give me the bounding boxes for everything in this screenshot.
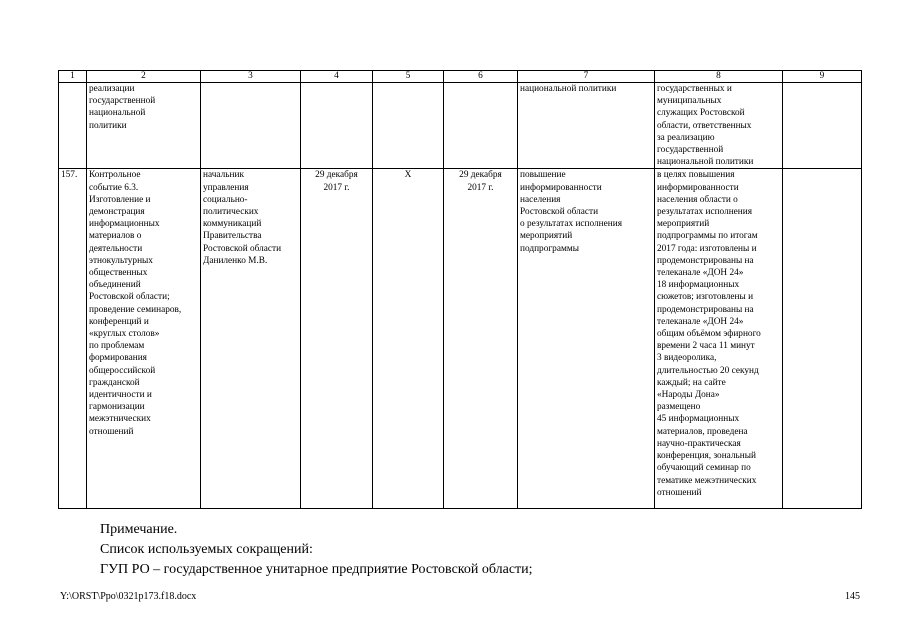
header-cell: 7: [518, 71, 655, 83]
cell-text-line: политических: [203, 207, 259, 218]
cell-text-line: материалов о: [89, 231, 142, 242]
event-cell: [87, 83, 201, 169]
planned-date-cell: [301, 83, 373, 169]
cell-text-line: телеканале «ДОН 24»: [657, 268, 744, 279]
cell-text-line: продемонстрированы на: [657, 304, 754, 315]
event-cell: [87, 169, 201, 509]
actual-date-cell: [444, 169, 518, 509]
cell-text-line: продемонстрированы на: [657, 255, 754, 266]
cell-text-line: размещено: [657, 402, 701, 413]
cell-text-line: 29 декабря: [315, 170, 358, 181]
cell-text-line: Даниленко М.В.: [203, 255, 268, 266]
cell-text-line: информационных: [89, 219, 160, 230]
cell-text-line: информированности: [657, 182, 739, 193]
cell-text-line: подпрограммы: [520, 243, 579, 254]
expected-result-cell: [518, 83, 655, 169]
cell-text-line: реализации: [89, 84, 135, 94]
data-table: [58, 70, 862, 509]
planned-date-cell: [301, 169, 373, 509]
cell-text-line: общероссийской: [89, 365, 156, 376]
cell-text-line: начальник: [203, 170, 244, 181]
cell-text-line: Изготовление и: [89, 194, 151, 205]
cell-text-line: времени 2 часа 11 минут: [657, 341, 755, 352]
cell-text-line: Ростовской области;: [89, 292, 170, 303]
file-path: Y:\ORST\Ppo\0321p173.f18.docx: [60, 591, 197, 602]
header-cell: 6: [444, 71, 518, 83]
cell-text-line: коммуникаций: [203, 219, 262, 230]
header-cell: 4: [301, 71, 373, 83]
cell-text-line: гражданской: [89, 377, 140, 388]
actual-result-cell: [655, 83, 783, 169]
cell-text-line: отношений: [89, 426, 134, 437]
cell-text-line: подпрограммы по итогам: [657, 231, 758, 242]
cell-text-line: 18 информационных: [657, 280, 740, 291]
cell-text-line: политики: [89, 120, 127, 131]
cell-text-line: сюжетов; изготовлены и: [657, 292, 754, 303]
column-9-cell: [783, 169, 862, 509]
cell-text-line: мероприятий: [657, 219, 710, 230]
cell-text-line: этнокультурных: [89, 255, 153, 266]
header-cell: 9: [783, 71, 862, 83]
cell-text-line: «Народы Дона»: [657, 390, 720, 401]
cell-text-line: «круглых столов»: [89, 329, 160, 340]
cell-text-line: мероприятий: [520, 231, 573, 242]
header-cell: 3: [201, 71, 301, 83]
cell-text-line: X: [404, 170, 412, 181]
table-row: [59, 83, 862, 169]
cell-text-line: длительностью 20 секунд: [657, 365, 759, 376]
header-cell: 8: [655, 71, 783, 83]
cell-text-line: материалов, проведена: [657, 426, 748, 437]
cell-text-line: 29 декабря: [459, 170, 502, 181]
header-cell: 5: [373, 71, 444, 83]
cell-text-line: межэтнических: [89, 414, 151, 425]
cell-text-line: государственной: [657, 145, 724, 156]
actual-result-cell: [655, 169, 783, 509]
cell-text-line: повышение: [520, 170, 566, 181]
note-title: Примечание.: [100, 522, 178, 537]
cell-text-line: отношений: [657, 487, 702, 498]
cell-text-line: каждый; на сайте: [657, 377, 726, 388]
cell-text-line: о результатах исполнения: [520, 219, 623, 230]
cell-text-line: 45 информационных: [657, 414, 740, 425]
column-5-cell: [373, 83, 444, 169]
cell-text-line: телеканале «ДОН 24»: [657, 316, 744, 327]
cell-text-line: идентичности и: [89, 390, 152, 401]
responsible-cell: [201, 83, 301, 169]
cell-text-line: Контрольное: [89, 170, 141, 181]
cell-text-line: муниципальных: [657, 96, 722, 107]
cell-text-line: информированности: [520, 182, 602, 193]
cell-text-line: событие 6.3.: [89, 182, 139, 193]
cell-text-line: объединений: [89, 280, 141, 291]
cell-text-line: 2017 г.: [323, 182, 350, 193]
cell-text-line: общественных: [89, 268, 148, 279]
cell-text-line: результатах исполнения: [657, 207, 753, 218]
cell-text-line: национальной политики: [520, 84, 617, 94]
cell-text-line: проведение семинаров,: [89, 304, 182, 315]
cell-text-line: демонстрация: [89, 207, 145, 218]
cell-text-line: 3 видеоролика,: [657, 353, 717, 364]
cell-text-line: обучающий семинар по: [657, 463, 751, 474]
cell-text-line: гармонизации: [89, 402, 145, 413]
cell-text-line: Ростовской области: [520, 207, 599, 218]
cell-text-line: служащих Ростовской: [657, 108, 745, 119]
cell-text-line: научно-практическая: [657, 438, 741, 449]
cell-text-line: общим объёмом эфирного: [657, 329, 761, 340]
header-cell: 1: [59, 71, 87, 83]
cell-text-line: государственных и: [657, 84, 732, 94]
cell-text-line: государственной: [89, 96, 156, 107]
cell-text-line: тематике межэтнических: [657, 475, 757, 486]
responsible-cell: [201, 169, 301, 509]
cell-text-line: области, ответственных: [657, 120, 752, 131]
actual-date-cell: [444, 83, 518, 169]
row-number-cell: [59, 83, 87, 169]
header-row: [59, 71, 862, 83]
cell-text-line: Ростовской области: [203, 243, 282, 254]
column-5-cell: [373, 169, 444, 509]
cell-text-line: 2017 года: изготовлены и: [657, 243, 757, 254]
cell-text-line: деятельности: [89, 243, 143, 254]
cell-text-line: управления: [203, 182, 249, 193]
cell-text-line: социально-: [203, 194, 248, 205]
cell-text-line: 2017 г.: [467, 182, 494, 193]
header-cell: 2: [87, 71, 201, 83]
table-row: [59, 169, 862, 509]
cell-text-line: формирования: [89, 353, 147, 364]
cell-text-line: конференций и: [89, 316, 149, 327]
cell-text-line: в целях повышения: [657, 170, 735, 181]
cell-text-line: за реализацию: [657, 132, 715, 143]
abbreviation-entry: ГУП РО – государственное унитарное предприятие Ростовской области;: [100, 562, 533, 577]
column-9-cell: [783, 83, 862, 169]
cell-text-line: Правительства: [203, 231, 262, 242]
abbreviations-heading: Список используемых сокращений:: [100, 542, 313, 557]
expected-result-cell: [518, 169, 655, 509]
page-number: 145: [845, 591, 860, 602]
cell-text-line: населения области о: [657, 194, 738, 205]
cell-text-line: населения: [520, 194, 561, 205]
cell-text-line: национальной политики: [657, 157, 754, 168]
cell-text-line: национальной: [89, 108, 146, 119]
cell-text-line: по проблемам: [89, 341, 145, 352]
row-number-cell: 157.: [59, 169, 87, 509]
cell-text-line: конференция, зональный: [657, 451, 756, 462]
